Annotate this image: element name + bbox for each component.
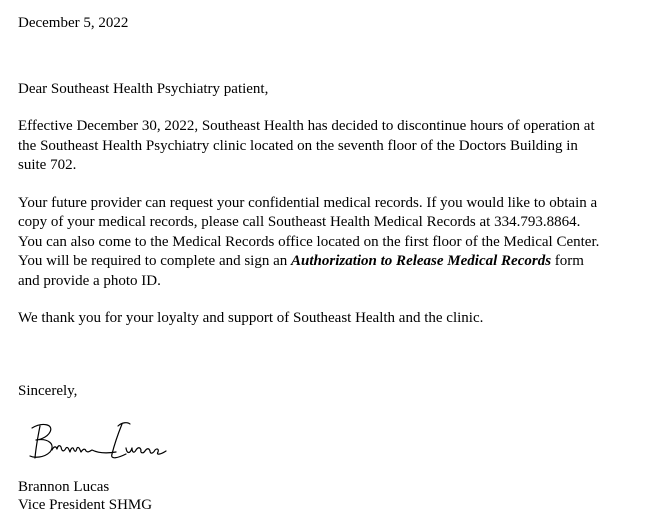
- paragraph-line: [18, 252, 650, 272]
- signer-name: Brannon Lucas: [18, 479, 110, 495]
- paragraph-line: the Southeast Health Psychiatry clinic located on the seventh floor of the Doctors Building in: [18, 137, 578, 154]
- paragraph-text: form: [551, 253, 584, 269]
- paragraph-text: You will be required to complete and sign an: [18, 253, 292, 269]
- paragraph-records: [18, 194, 650, 292]
- letter-body: [18, 14, 650, 401]
- paragraph-line: Your future provider can request your confidential medical records. If you would like to obtain a: [18, 194, 598, 211]
- authorization-form-name: Authorization to Release Medical Records: [291, 253, 552, 269]
- paragraph-line: suite 702.: [18, 157, 77, 173]
- paragraph-line: We thank you for your loyalty and support of Southeast Health and the clinic.: [18, 310, 484, 326]
- salutation: Dear Southeast Health Psychiatry patient,: [18, 80, 269, 97]
- paragraph-line: You can also come to the Medical Records office located on the first floor of the Medical Center.: [18, 233, 600, 250]
- signer-block: [18, 478, 152, 514]
- paragraph-line: and provide a photo ID.: [18, 272, 161, 289]
- handwritten-signature: [26, 418, 186, 466]
- paragraph-line: copy of your medical records, please call Southeast Health Medical Records at 334.793.8864.: [18, 214, 581, 230]
- paragraph-discontinuation: [18, 117, 650, 176]
- letter-date: December 5, 2022: [18, 15, 129, 31]
- signer-title: Vice President SHMG: [18, 497, 153, 513]
- paragraph-thanks: [18, 309, 650, 329]
- paragraph-line: Effective December 30, 2022, Southeast Health has decided to discontinue hours of operation at: [18, 118, 595, 134]
- closing: Sincerely,: [18, 382, 78, 399]
